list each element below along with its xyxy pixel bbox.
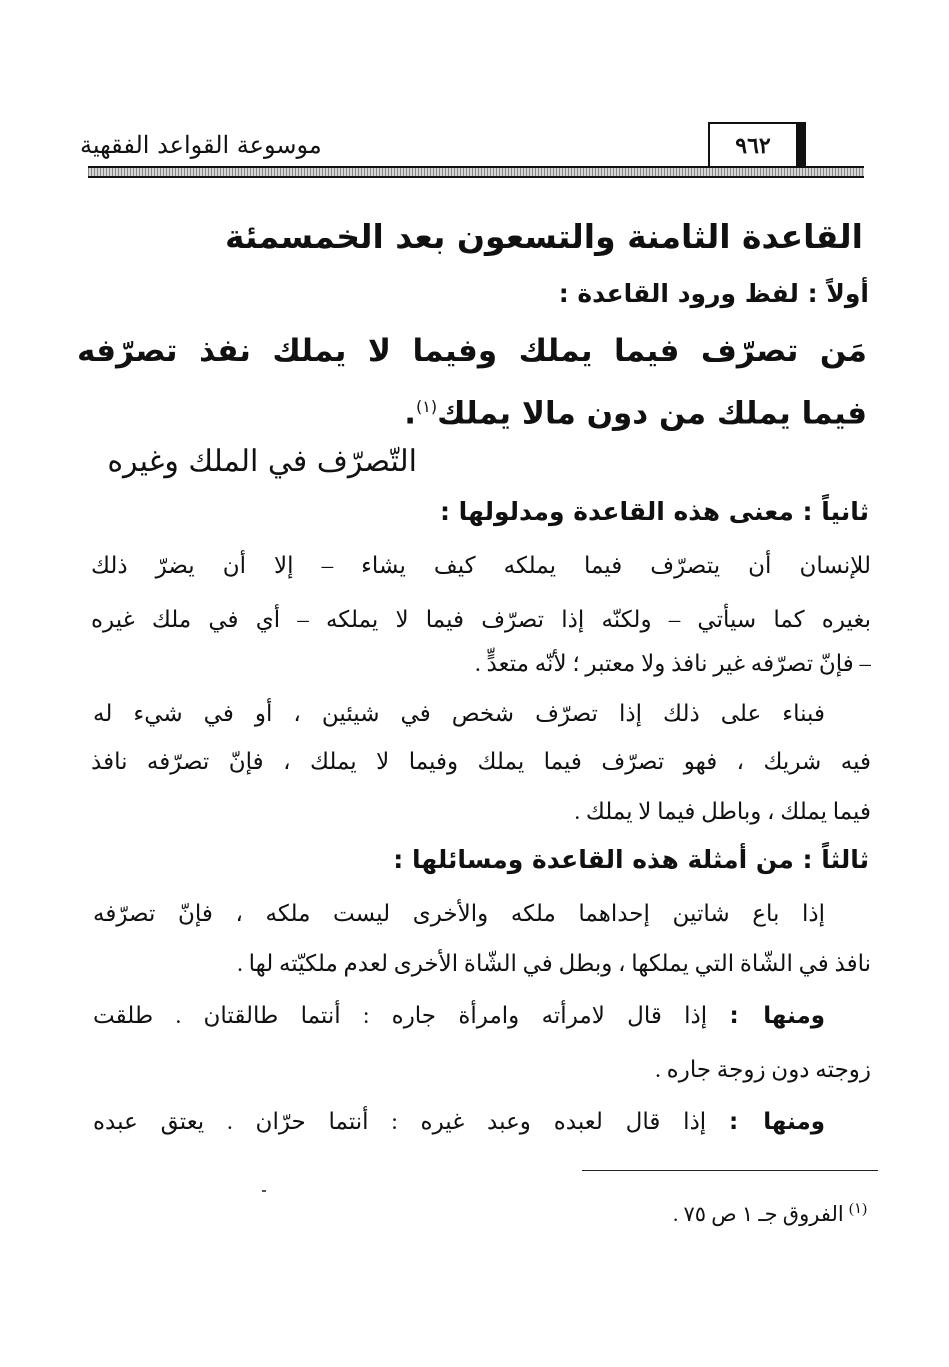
footnote — [367, 1192, 867, 1231]
footnote-text: الفروق جـ ١ ص ٧٥ . — [672, 1202, 844, 1226]
example-line — [93, 1102, 825, 1142]
paragraph-line: فيه شريك ، فهو تصرّف فيما يملك وفيما لا يملك ، فإنّ تصرّفه نافذ — [91, 749, 871, 774]
paragraph-line: فبناء على ذلك إذا تصرّف شخص في شيئين ، أو في شيء له — [93, 701, 825, 726]
page-number: ٩٦٢ — [708, 122, 806, 168]
footnote-number: (١) — [848, 1201, 867, 1217]
running-header-title: موسوعة القواعد الفقهية — [80, 131, 322, 159]
example-lead: ومنها : — [729, 1003, 825, 1029]
paragraph-line: نافذ في الشّاة التي يملكها ، وبطل في الشّاة الأخرى لعدم ملكيّته لها . — [237, 951, 871, 976]
rule-subtitle: التّصرّف في الملك وغيره — [107, 444, 417, 479]
example-text: إذا قال لعبده وعبد غيره : أنتما حرّان . يعتق عبده — [93, 1109, 707, 1134]
scan-speck — [262, 1190, 266, 1192]
section-heading-wording: أولاً : لفظ ورود القاعدة : — [558, 279, 869, 308]
example-text: إذا قال لامرأته وامرأة جاره : أنتما طالقتان . طلقت — [93, 1003, 708, 1028]
paragraph-line: للإنسان أن يتصرّف فيما يملكه كيف يشاء – إلا أن يضرّ ذلك — [91, 553, 871, 578]
paragraph-line: فيما يملك ، وباطل فيما لا يملك . — [574, 799, 871, 824]
rule-heading: القاعدة الثامنة والتسعون بعد الخمسمئة — [225, 217, 863, 256]
rule-text-line-2-end: . — [404, 395, 417, 432]
section-heading-meaning: ثانياً : معنى هذه القاعدة ومدلولها : — [439, 497, 869, 526]
example-line — [93, 996, 825, 1036]
paragraph-line: زوجته دون زوجة جاره . — [655, 1057, 871, 1082]
rule-text-line-2 — [77, 384, 867, 436]
rule-text-line-2-body: فيما يملك من دون مالا يملك — [437, 395, 867, 432]
paragraph-line: – فإنّ تصرّفه غير نافذ ولا معتبر ؛ لأنّه متعدٍّ . — [475, 651, 871, 676]
section-heading-examples: ثالثاً : من أمثلة هذه القاعدة ومسائلها : — [393, 845, 869, 874]
rule-text-line-1: مَن تصرّف فيما يملك وفيما لا يملك نفذ تصرّفه — [77, 333, 867, 369]
footnote-divider — [582, 1170, 878, 1171]
header-divider — [88, 166, 864, 178]
paragraph-line: بغيره كما سيأتي – ولكنّه إذا تصرّف فيما لا يملكه – أي في ملك غيره — [91, 607, 871, 632]
footnote-reference[interactable]: (١) — [416, 397, 438, 416]
example-lead: ومنها : — [729, 1109, 825, 1135]
paragraph-line: إذا باع شاتين إحداهما ملكه والأخرى ليست ملكه ، فإنّ تصرّفه — [93, 901, 825, 926]
